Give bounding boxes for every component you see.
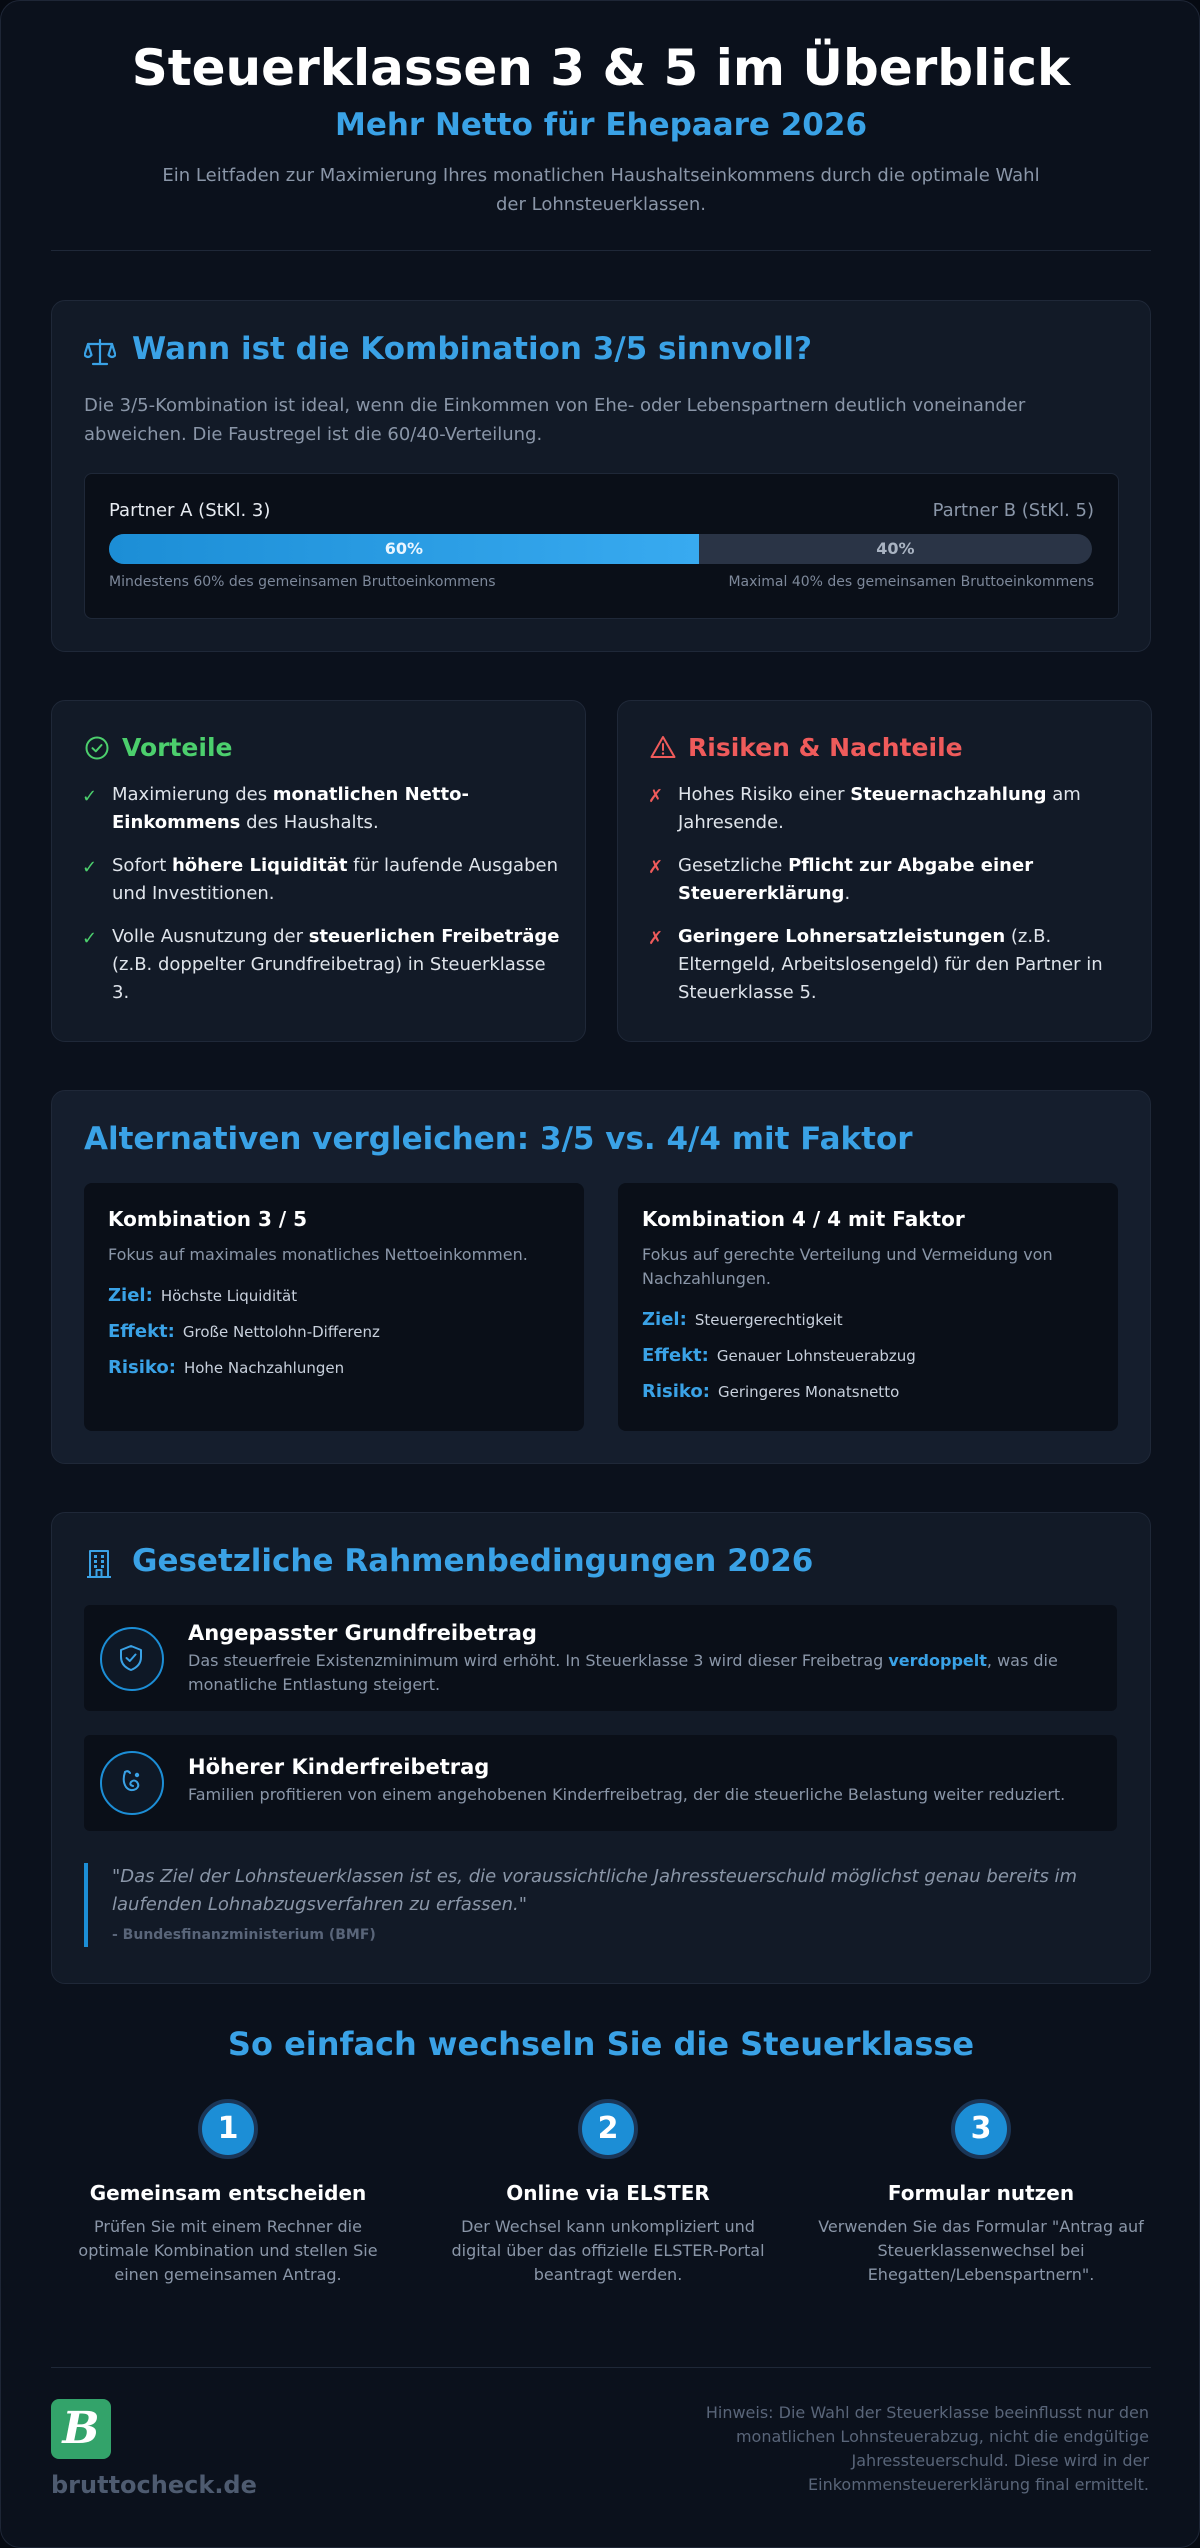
alternative-row: Ziel: Höchste Liquidität xyxy=(108,1285,298,1306)
footer-note: Hinweis: Die Wahl der Steuerklasse beeinflusst nur den monatlichen Lohnsteuerabzug, nicht die endgültige Jahressteuerschuld. Diese wird in der Einkommensteuererklärung final ermittelt. xyxy=(705,2403,1149,2494)
list-item: ✓ Sofort höhere Liquidität für laufende Ausgaben und Investitionen. xyxy=(82,855,558,904)
divider xyxy=(51,2367,1151,2368)
income-share-bar xyxy=(109,534,1092,564)
partner-a-label: Partner A (StKl. 3) xyxy=(109,500,271,521)
brand-logo[interactable]: B xyxy=(51,2399,111,2459)
step-title: Formular nutzen xyxy=(887,2181,1075,2205)
shield-check-icon xyxy=(118,1644,144,1672)
legal-item-title: Höherer Kinderfreibetrag xyxy=(188,1755,490,1779)
alternative-title: Kombination 3 / 5 xyxy=(108,1207,308,1231)
alternative-card-4-4 xyxy=(618,1183,1118,1431)
check-circle-icon xyxy=(84,735,110,761)
alternatives-title: Alternativen vergleichen: 3/5 vs. 4/4 mit Faktor xyxy=(84,1121,913,1157)
section-when-sensible xyxy=(51,300,1151,652)
alternative-row: Effekt: Genauer Lohnsteuerabzug xyxy=(642,1345,916,1366)
section-text: Die 3/5-Kombination ist ideal, wenn die Einkommen von Ehe- oder Lebenspartnern deutlich voneinander abweichen. Die Faustregel ist die 60/40-Verteilung. xyxy=(84,395,1026,445)
step-title: Gemeinsam entscheiden xyxy=(89,2181,367,2205)
cross-icon: ✗ xyxy=(648,928,664,949)
step-number: 1 xyxy=(198,2099,258,2159)
legal-item-desc: Familien profitieren von einem angehobenen Kinderfreibetrag, der die steuerliche Belastung weiter reduziert. xyxy=(188,1785,1066,1804)
step-desc: Prüfen Sie mit einem Rechner die optimale Kombination und stellen Sie einen gemeinsamen Antrag. xyxy=(78,2217,378,2284)
alternative-card-3-5 xyxy=(84,1183,584,1431)
legal-title: Gesetzliche Rahmenbedingungen 2026 xyxy=(132,1543,814,1579)
list-item: ✗ Geringere Lohnersatzleistungen (z.B. Elterngeld, Arbeitslosengeld) für den Partner in Steuerklasse 5. xyxy=(648,926,1103,1003)
step-number: 3 xyxy=(951,2099,1011,2159)
partner-b-label: Partner B (StKl. 5) xyxy=(932,500,1094,521)
cons-card xyxy=(617,700,1152,1042)
alternative-row: Ziel: Steuergerechtigkeit xyxy=(642,1309,843,1330)
step-desc: Verwenden Sie das Formular "Antrag auf Steuerklassenwechsel bei Ehegatten/Lebenspartnern". xyxy=(818,2217,1144,2284)
list-item: ✗ Hohes Risiko einer Steuernachzahlung am Jahresende. xyxy=(648,784,1081,833)
partner-a-share-label: 60% xyxy=(384,539,424,558)
divider xyxy=(51,250,1151,251)
cross-icon: ✗ xyxy=(648,857,664,878)
building-icon xyxy=(86,1549,112,1579)
alternative-row: Effekt: Große Nettolohn-Differenz xyxy=(108,1321,380,1342)
alternative-row: Risiko: Hohe Nachzahlungen xyxy=(108,1357,345,1378)
alternative-row: Risiko: Geringeres Monatsnetto xyxy=(642,1381,900,1402)
alternative-title: Kombination 4 / 4 mit Faktor xyxy=(642,1207,965,1231)
list-item: ✓ Maximierung des monatlichen Netto-Einkommens des Haushalts. xyxy=(82,784,469,833)
warning-triangle-icon xyxy=(650,735,676,759)
step-number: 2 xyxy=(578,2099,638,2159)
legal-item-title: Angepasster Grundfreibetrag xyxy=(188,1621,537,1645)
quote-text: "Das Ziel der Lohnsteuerklassen ist es, die voraussichtliche Jahressteuerschuld möglichst genau bereits im laufenden Lohnabzugsverfahren zu erfassen." xyxy=(112,1866,1078,1915)
list-item: ✗ Gesetzliche Pflicht zur Abgabe einer Steuererklärung. xyxy=(648,855,1034,904)
pros-card xyxy=(51,700,586,1042)
pros-list xyxy=(82,781,562,1022)
partner-b-note: Maximal 40% des gemeinsamen Bruttoeinkommens xyxy=(728,574,1094,590)
legal-item-desc: Das steuerfreie Existenzminimum wird erhöht. In Steuerklasse 3 wird dieser Freibetrag verdoppelt, was die monatliche Entlastung steigert. xyxy=(188,1651,1058,1694)
section-title: Wann ist die Kombination 3/5 sinnvoll? xyxy=(132,331,812,367)
intro-text: Ein Leitfaden zur Maximierung Ihres monatlichen Haushaltseinkommens durch die optimale Wahl der Lohnsteuerklassen. xyxy=(162,165,1040,215)
cross-icon: ✗ xyxy=(648,786,664,807)
check-icon: ✓ xyxy=(82,928,98,949)
check-icon: ✓ xyxy=(82,786,98,807)
cons-list xyxy=(648,781,1128,1022)
income-distribution-box xyxy=(84,473,1119,619)
baby-icon xyxy=(117,1767,145,1797)
alternatives-section xyxy=(51,1090,1151,1464)
step-title: Online via ELSTER xyxy=(506,2181,710,2205)
scale-icon xyxy=(84,337,116,367)
alternative-desc: Fokus auf maximales monatliches Nettoeinkommen. xyxy=(108,1245,528,1264)
legal-section xyxy=(51,1512,1151,1984)
partner-a-note: Mindestens 60% des gemeinsamen Bruttoeinkommens xyxy=(109,574,496,590)
page-title: Steuerklassen 3 & 5 im Überblick xyxy=(131,39,1071,97)
step-desc: Der Wechsel kann unkompliziert und digital über das offizielle ELSTER-Portal beantragt werden. xyxy=(451,2217,765,2284)
bmf-quote xyxy=(84,1863,1142,1947)
page-subtitle: Mehr Netto für Ehepaare 2026 xyxy=(334,107,868,143)
brand-name[interactable]: bruttocheck.de xyxy=(51,2471,257,2499)
check-icon: ✓ xyxy=(82,857,98,878)
alternative-desc: Fokus auf gerechte Verteilung und Vermeidung von Nachzahlungen. xyxy=(642,1245,1053,1288)
icon-circle xyxy=(100,1751,164,1815)
legal-item-kinderfreibetrag xyxy=(84,1735,1117,1831)
legal-item-grundfreibetrag xyxy=(84,1605,1117,1711)
pros-title: Vorteile xyxy=(122,733,233,762)
quote-source: - Bundesfinanzministerium (BMF) xyxy=(112,1927,376,1943)
list-item: ✓ Volle Ausnutzung der steuerlichen Freibeträge (z.B. doppelter Grundfreibetrag) in Steuerklasse 3. xyxy=(82,926,560,1003)
partner-b-share-label: 40% xyxy=(876,539,915,558)
cons-title: Risiken & Nachteile xyxy=(688,733,963,762)
steps-title: So einfach wechseln Sie die Steuerklasse xyxy=(227,2025,975,2063)
icon-circle xyxy=(100,1627,164,1691)
